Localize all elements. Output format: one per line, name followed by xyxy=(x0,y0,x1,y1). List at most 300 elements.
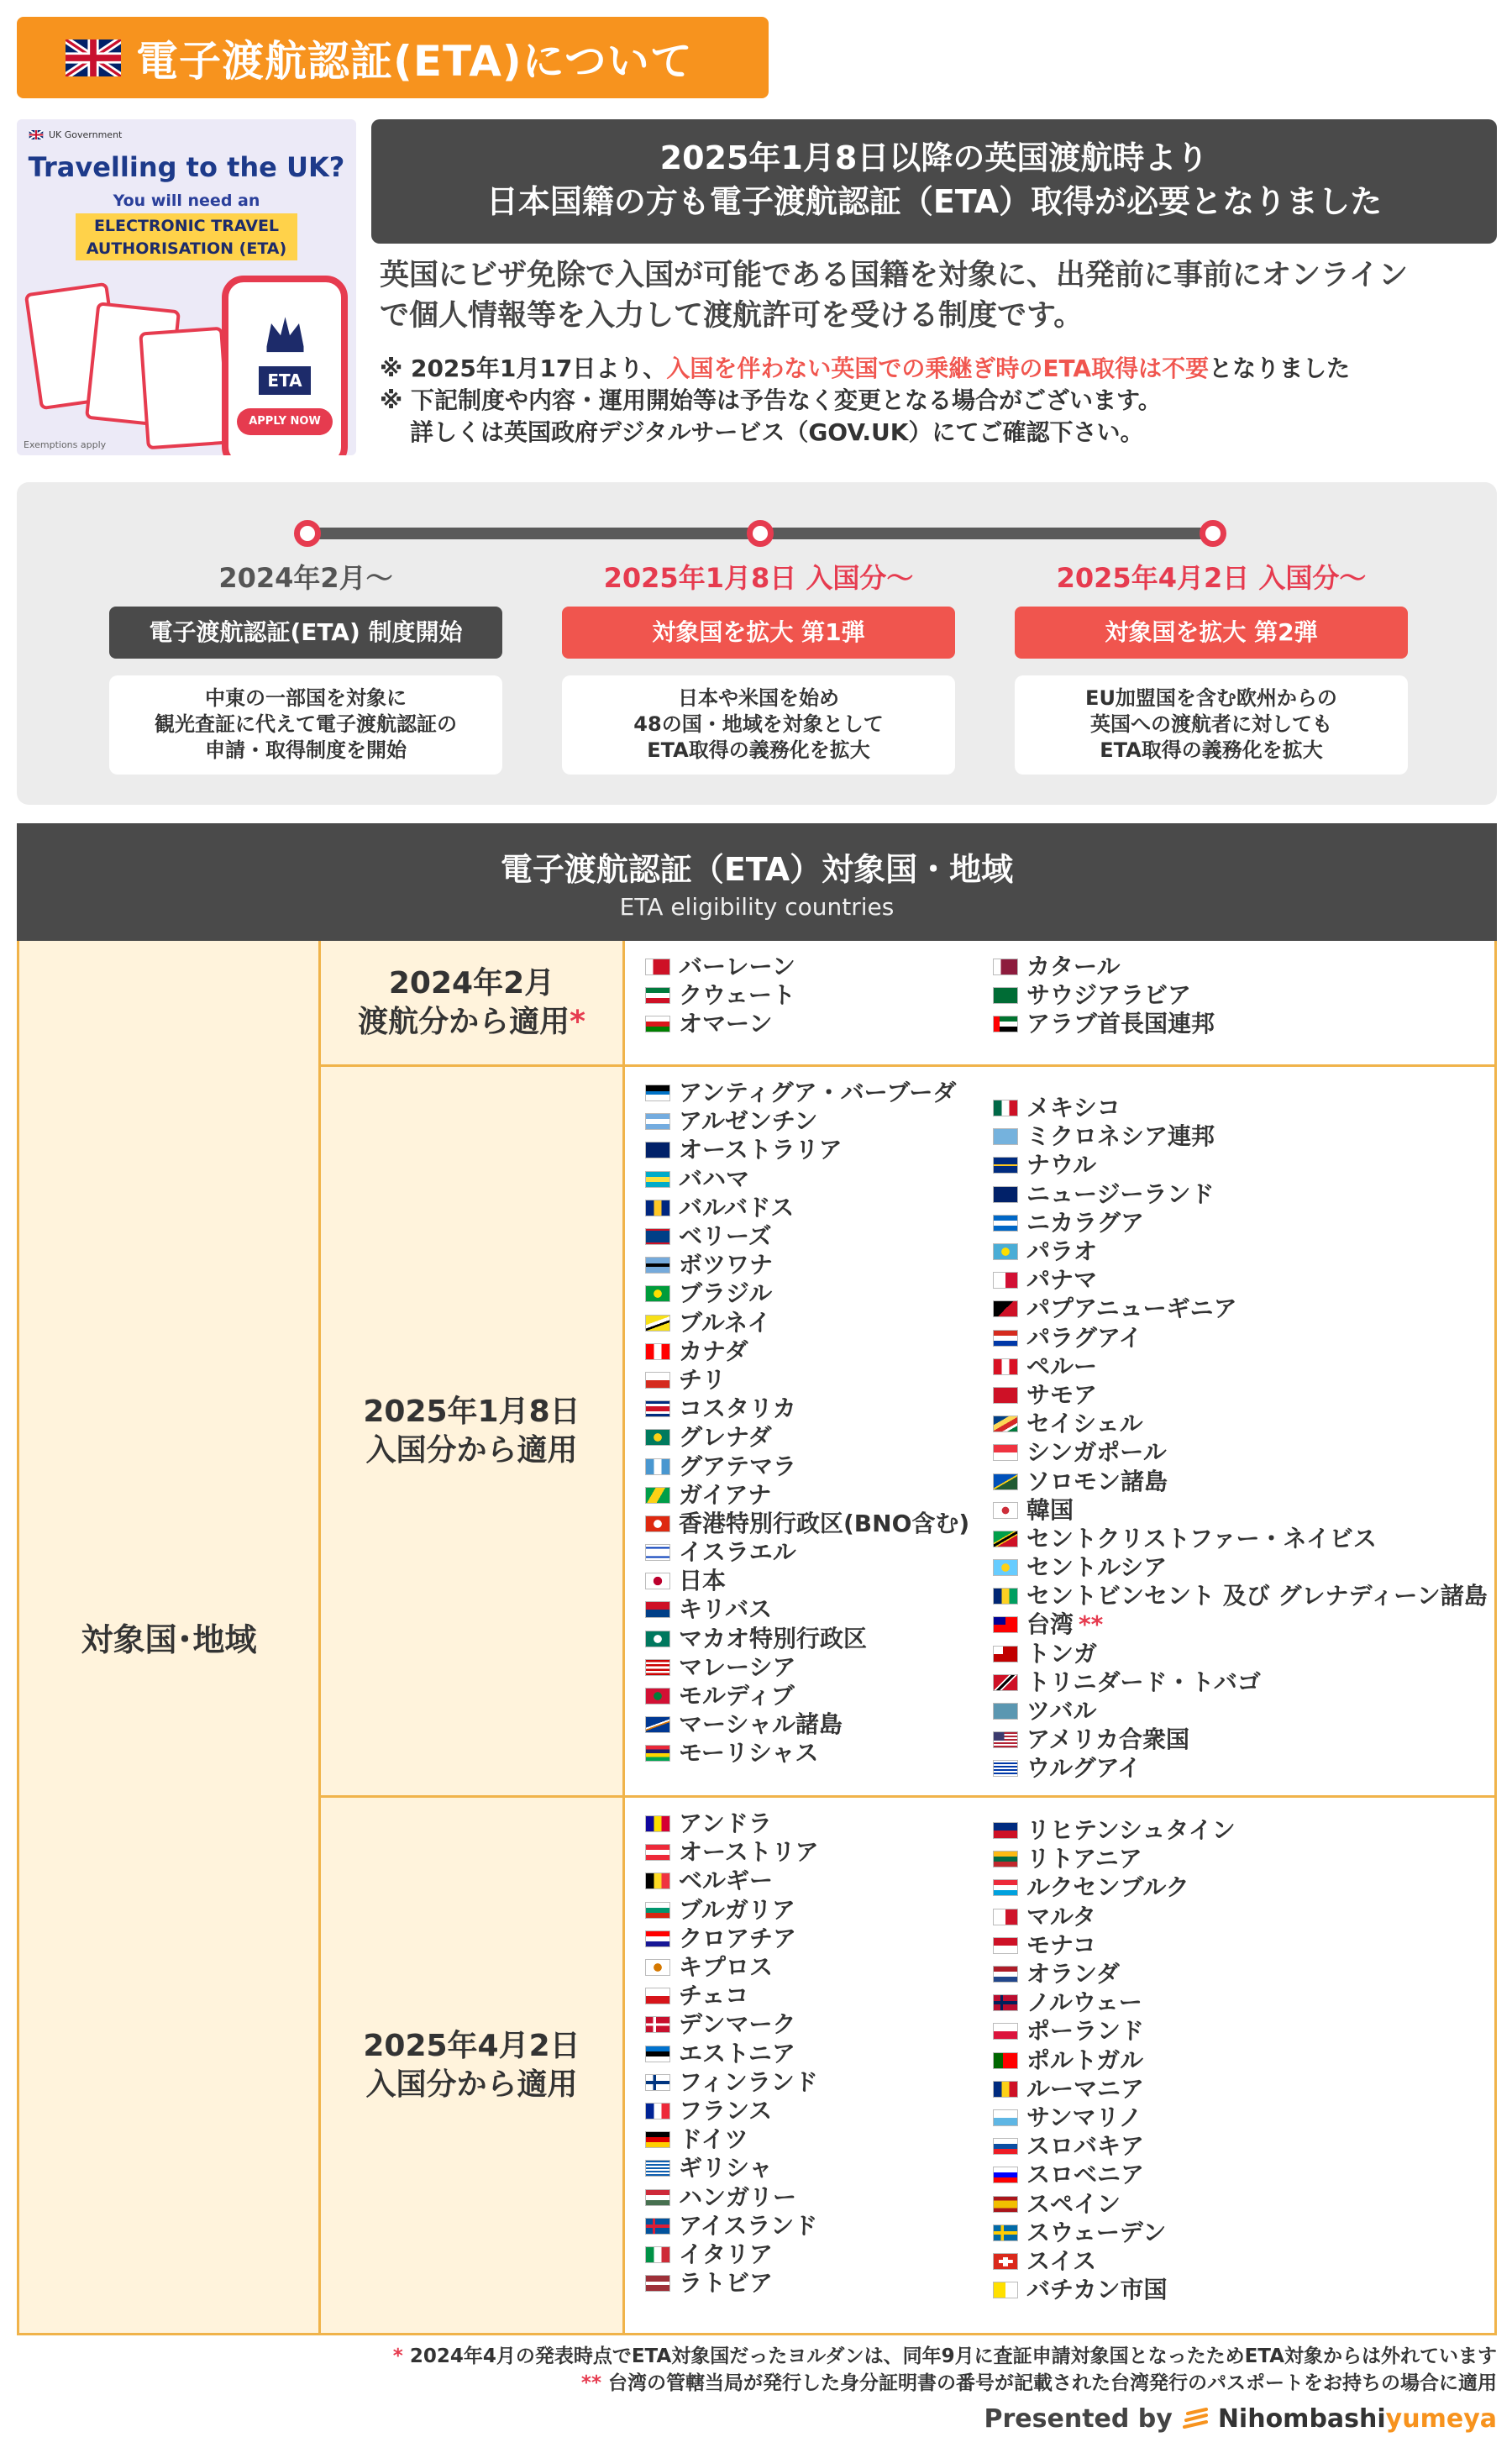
country-name: モナコ xyxy=(1026,1930,1096,1959)
country-item xyxy=(645,1739,969,1768)
country-item xyxy=(645,1165,969,1194)
country-item xyxy=(645,1953,819,1982)
country-name: スペイン xyxy=(1026,2189,1121,2218)
uk-flag-icon xyxy=(29,130,44,139)
country-name: フランス xyxy=(679,2096,773,2125)
country-name: ギリシャ xyxy=(679,2154,773,2182)
country-item xyxy=(645,1538,969,1567)
uy-flag-icon xyxy=(993,1760,1018,1777)
country-name: イスラエル xyxy=(679,1538,796,1567)
country-item xyxy=(993,1353,1488,1381)
country-item xyxy=(993,2276,1236,2304)
country-item xyxy=(645,1079,969,1107)
ae-flag-icon xyxy=(993,1016,1018,1032)
timeline-date: 2025年4月2日 入国分〜 xyxy=(1056,562,1367,594)
country-name: スウェーデン xyxy=(1026,2218,1167,2246)
cl-flag-icon xyxy=(645,1372,670,1389)
fi-flag-icon xyxy=(645,2074,670,2091)
country-item xyxy=(993,2075,1236,2104)
crown-icon xyxy=(262,307,308,358)
country-name: バーレーン xyxy=(679,953,795,981)
bz-flag-icon xyxy=(645,1228,670,1245)
country-name: カタール xyxy=(1026,953,1121,981)
country-name: アメリカ合衆国 xyxy=(1026,1726,1190,1754)
country-item xyxy=(645,1423,969,1452)
ad-flag-icon xyxy=(645,1815,670,1832)
timeline-date: 2025年1月8日 入国分〜 xyxy=(603,562,914,594)
country-name: メキシコ xyxy=(1026,1094,1121,1122)
gy-flag-icon xyxy=(645,1487,670,1504)
country-name: オーストラリア xyxy=(679,1136,843,1164)
gr-flag-icon xyxy=(645,2160,670,2177)
hk-flag-icon xyxy=(645,1515,670,1532)
jp-flag-icon xyxy=(645,1573,670,1589)
country-name: ミクロネシア連邦 xyxy=(1026,1122,1215,1151)
country-item xyxy=(645,2097,819,2125)
us-flag-icon xyxy=(993,1731,1018,1748)
ch-flag-icon xyxy=(993,2253,1018,2270)
timeline-description: 中東の一部国を対象に 観光査証に代えて電子渡航認証の 申請・取得制度を開始 xyxy=(109,675,502,775)
timeline-label: 電子渡航認証(ETA) 制度開始 xyxy=(109,607,502,659)
country-name: パプアニューギニア xyxy=(1026,1295,1237,1323)
country-name: 日本 xyxy=(679,1567,727,1595)
nl-flag-icon xyxy=(993,1966,1018,1983)
country-item xyxy=(993,953,1215,981)
country-name: バチカン市国 xyxy=(1026,2276,1168,2304)
country-item xyxy=(993,1582,1488,1610)
country-name: パナマ xyxy=(1026,1266,1098,1295)
page-title: 電子渡航認証(ETA)について xyxy=(136,36,693,86)
country-name: セントルシア xyxy=(1026,1553,1168,1582)
country-item xyxy=(645,1653,969,1682)
uk-government-label: UK Government xyxy=(29,129,122,140)
be-flag-icon xyxy=(645,1873,670,1889)
sa-flag-icon xyxy=(993,987,1018,1004)
country-item xyxy=(993,1209,1488,1237)
ni-flag-icon xyxy=(993,1215,1018,1232)
country-item xyxy=(993,1151,1488,1179)
country-item xyxy=(993,1931,1236,1960)
tt-flag-icon xyxy=(993,1674,1018,1691)
es-flag-icon xyxy=(993,2196,1018,2213)
country-name: コスタリカ xyxy=(679,1395,796,1423)
li-flag-icon xyxy=(993,1822,1018,1839)
country-item xyxy=(993,1438,1488,1467)
country-name: ボツワナ xyxy=(679,1251,774,1279)
timeline-dot xyxy=(294,520,321,547)
country-item xyxy=(993,1697,1488,1726)
country-item xyxy=(993,1525,1488,1553)
country-item xyxy=(645,1222,969,1251)
country-list xyxy=(645,1810,819,2298)
country-item xyxy=(993,1816,1236,1845)
country-name: ベルギー xyxy=(679,1867,774,1895)
country-item xyxy=(645,1194,969,1222)
country-name: グレナダ xyxy=(679,1423,772,1452)
country-item xyxy=(645,1810,819,1838)
ki-flag-icon xyxy=(645,1601,670,1618)
country-item xyxy=(993,1324,1488,1353)
country-item xyxy=(645,2154,819,2182)
country-name: サウジアラビア xyxy=(1026,981,1192,1010)
mt-flag-icon xyxy=(993,1909,1018,1925)
country-item xyxy=(645,953,795,981)
ro-flag-icon xyxy=(993,2081,1018,2098)
de-flag-icon xyxy=(645,2131,670,2148)
country-item xyxy=(645,1337,969,1366)
country-name: セントビンセント 及び グレナディーン諸島 xyxy=(1026,1582,1488,1610)
country-name: マルタ xyxy=(1026,1902,1096,1930)
country-list xyxy=(645,1079,969,1768)
pw-flag-icon xyxy=(993,1243,1018,1260)
country-name: チェコ xyxy=(679,1982,749,2010)
country-name: ニュージーランド xyxy=(1026,1179,1215,1208)
pt-flag-icon xyxy=(993,2052,1018,2069)
country-item xyxy=(993,1237,1488,1266)
eta-badge: ETA xyxy=(259,366,311,395)
country-item xyxy=(645,1251,969,1279)
country-item xyxy=(993,1873,1236,1902)
sb-flag-icon xyxy=(993,1473,1018,1490)
country-item xyxy=(993,1640,1488,1668)
country-item xyxy=(993,2247,1236,2276)
country-item xyxy=(993,981,1215,1010)
country-item xyxy=(993,1180,1488,1209)
bn-flag-icon xyxy=(645,1315,670,1332)
page-title-tab xyxy=(17,17,769,98)
se-flag-icon xyxy=(993,2225,1018,2241)
br-flag-icon xyxy=(645,1285,670,1302)
country-item xyxy=(645,1925,819,1953)
country-name: イタリア xyxy=(679,2240,774,2268)
au-flag-icon xyxy=(645,1142,670,1158)
country-item xyxy=(993,2132,1236,2161)
country-name: サモア xyxy=(1026,1380,1098,1409)
om-flag-icon xyxy=(645,1016,670,1032)
country-item xyxy=(993,1668,1488,1697)
country-name: アンドラ xyxy=(679,1810,772,1838)
country-name: キリバス xyxy=(679,1595,773,1624)
country-item xyxy=(993,2219,1236,2247)
country-item xyxy=(645,1567,969,1595)
table-subtitle: ETA eligibility countries xyxy=(619,893,895,921)
country-item xyxy=(993,1845,1236,1873)
country-name: ニカラグア xyxy=(1026,1208,1145,1237)
kw-flag-icon xyxy=(645,987,670,1004)
pa-flag-icon xyxy=(993,1272,1018,1289)
sm-flag-icon xyxy=(993,2109,1018,2126)
cy-flag-icon xyxy=(645,1959,670,1976)
country-name: チリ xyxy=(679,1365,727,1394)
country-name: グアテマラ xyxy=(679,1452,797,1480)
mv-flag-icon xyxy=(645,1688,670,1704)
country-list xyxy=(993,1094,1488,1783)
mx-flag-icon xyxy=(993,1100,1018,1116)
presented-by: Presented by Nihombashi yumeya xyxy=(984,2404,1497,2434)
it-flag-icon xyxy=(645,2246,670,2263)
timeline-step-1 xyxy=(109,559,502,775)
country-item xyxy=(993,1960,1236,1988)
country-item xyxy=(645,1366,969,1395)
country-item xyxy=(993,2189,1236,2218)
row-date-cell: 2024年2月 渡航分から適用* xyxy=(321,941,625,1064)
fm-flag-icon xyxy=(993,1128,1018,1145)
country-name: リヒテンシュタイン xyxy=(1026,1816,1236,1845)
country-list xyxy=(993,1816,1236,2304)
timeline-step-2 xyxy=(562,559,955,775)
announcement-banner: 2025年1月8日以降の英国渡航時より 日本国籍の方も電子渡航認証（ETA）取得が必要となりました xyxy=(371,119,1497,244)
country-item xyxy=(993,1496,1488,1525)
timeline-description: 日本や米国を始め 48の国・地域を対象として ETA取得の義務化を拡大 xyxy=(562,675,955,775)
bg-flag-icon xyxy=(645,1902,670,1919)
lt-flag-icon xyxy=(993,1851,1018,1867)
country-item xyxy=(993,1553,1488,1582)
country-item xyxy=(645,2240,819,2269)
country-item xyxy=(645,2010,819,2039)
bw-flag-icon xyxy=(645,1257,670,1274)
pl-flag-icon xyxy=(993,2023,1018,2040)
row-date-cell: 2025年1月8日 入国分から適用 xyxy=(321,1067,625,1795)
country-name: トンガ xyxy=(1026,1639,1098,1668)
country-name: ポーランド xyxy=(1026,2017,1145,2046)
country-item xyxy=(993,1726,1488,1754)
country-name: カナダ xyxy=(679,1337,748,1365)
table-left-label: 対象国･地域 xyxy=(17,941,321,2335)
country-name: ブルガリア xyxy=(679,1895,795,1924)
country-name: アイスランド xyxy=(679,2211,818,2240)
country-item xyxy=(993,1410,1488,1438)
country-item xyxy=(645,1896,819,1925)
country-item xyxy=(645,1136,969,1164)
country-item xyxy=(993,1610,1488,1639)
nr-flag-icon xyxy=(993,1157,1018,1174)
dk-flag-icon xyxy=(645,2016,670,2033)
country-item xyxy=(993,2161,1236,2189)
country-name: オランダ xyxy=(1026,1960,1120,1988)
mu-flag-icon xyxy=(645,1745,670,1762)
country-item xyxy=(645,1395,969,1423)
country-item xyxy=(645,2068,819,2097)
country-name: ブルネイ xyxy=(679,1308,771,1337)
eta-timeline xyxy=(17,482,1497,805)
timeline-date: 2024年2月〜 xyxy=(218,562,393,594)
country-name: オーストリア xyxy=(679,1838,819,1867)
table-row xyxy=(321,941,1497,1067)
country-name: モルディブ xyxy=(679,1682,795,1710)
no-flag-icon xyxy=(993,1994,1018,2011)
country-name: バハマ xyxy=(679,1164,750,1193)
country-item xyxy=(993,2017,1236,2046)
country-name: バルバドス xyxy=(679,1193,795,1221)
country-item xyxy=(993,1754,1488,1783)
country-item xyxy=(993,1094,1488,1122)
country-name: ソロモン諸島 xyxy=(1026,1467,1168,1495)
pg-flag-icon xyxy=(993,1300,1018,1317)
country-name: オマーン xyxy=(679,1010,773,1038)
country-item xyxy=(993,1295,1488,1323)
country-item xyxy=(993,1988,1236,2017)
kn-flag-icon xyxy=(993,1531,1018,1547)
footnote-1: * 2024年4月の発表時点でETA対象国だったヨルダンは、同年9月に査証申請対象国となったためETA対象からは外れています xyxy=(392,2345,1497,2367)
footnote-mark: ** xyxy=(1079,1610,1104,1639)
country-name: シンガポール xyxy=(1026,1438,1167,1467)
country-name: フィンランド xyxy=(679,2067,818,2096)
bh-flag-icon xyxy=(645,959,670,975)
country-item xyxy=(645,2125,819,2154)
eta-description: 英国にビザ免除で入国が可能である国籍を対象に、出発前に事前にオンライン で個人情報等を入力して渡航許可を受ける制度です。 xyxy=(380,259,1408,333)
phone-icon xyxy=(222,276,348,455)
hu-flag-icon xyxy=(645,2189,670,2206)
timeline-dot xyxy=(1200,520,1226,547)
country-name: アンティグア・バーブーダ xyxy=(679,1079,957,1107)
country-name: サンマリノ xyxy=(1026,2103,1142,2131)
ee-flag-icon xyxy=(645,2046,670,2062)
country-name: ウルグアイ xyxy=(1026,1754,1142,1783)
country-item xyxy=(993,1467,1488,1495)
country-item xyxy=(645,1279,969,1308)
country-name: モーリシャス xyxy=(679,1739,819,1768)
is-flag-icon xyxy=(645,2218,670,2235)
eta-notes: ※ 2025年1月17日より、入国を伴わない英国での乗継ぎ時のETA取得は不要となりました ※ 下記制度や内容・運用開始等は予告なく変更となる場合がございます。 詳しくは英国政府デジタルサービス（GOV.UK）にてご確認下さい。 xyxy=(380,355,1351,446)
country-name: 韓国 xyxy=(1026,1495,1074,1524)
gd-flag-icon xyxy=(645,1429,670,1446)
cz-flag-icon xyxy=(645,1988,670,2004)
country-item xyxy=(645,1838,819,1867)
lv-flag-icon xyxy=(645,2275,670,2292)
country-name: セイシェル xyxy=(1026,1410,1143,1438)
country-name: キプロス xyxy=(679,1953,774,1982)
ag-flag-icon xyxy=(645,1085,670,1101)
country-name: ルーマニア xyxy=(1026,2074,1145,2103)
country-name: アラブ首長国連邦 xyxy=(1026,1010,1215,1038)
nz-flag-icon xyxy=(993,1186,1018,1203)
country-name: スイス xyxy=(1026,2246,1097,2275)
my-flag-icon xyxy=(645,1659,670,1676)
country-item xyxy=(645,1510,969,1538)
country-name: セントクリストファー・ネイビス xyxy=(1026,1524,1377,1552)
at-flag-icon xyxy=(645,1844,670,1861)
passport-card-icon xyxy=(139,327,231,450)
country-name: 香港特別行政区(BNO含む) xyxy=(679,1509,970,1537)
country-name: マカオ特別行政区 xyxy=(679,1624,868,1652)
gt-flag-icon xyxy=(645,1458,670,1475)
row-date-cell: 2025年4月2日 入国分から適用 xyxy=(321,1798,625,2333)
cr-flag-icon xyxy=(645,1400,670,1417)
country-item xyxy=(645,2182,819,2211)
country-item xyxy=(993,2104,1236,2132)
country-item xyxy=(645,1867,819,1895)
sc-flag-icon xyxy=(993,1416,1018,1432)
country-name: ポルトガル xyxy=(1026,2046,1144,2074)
country-name: クウェート xyxy=(679,981,795,1010)
country-item xyxy=(645,1625,969,1653)
bs-flag-icon xyxy=(645,1171,670,1188)
country-item xyxy=(645,1010,795,1038)
qa-flag-icon xyxy=(993,959,1018,975)
mo-flag-icon xyxy=(645,1631,670,1647)
table-title: 電子渡航認証（ETA）対象国・地域 xyxy=(500,851,1014,888)
ws-flag-icon xyxy=(993,1387,1018,1404)
timeline-label: 対象国を拡大 第1弾 xyxy=(562,607,955,659)
country-name: トリニダード・トバゴ xyxy=(1026,1668,1261,1696)
brand-logo-icon xyxy=(1181,2407,1210,2432)
tv-flag-icon xyxy=(993,1703,1018,1720)
country-name: ドイツ xyxy=(679,2125,748,2154)
country-item xyxy=(645,1481,969,1510)
va-flag-icon xyxy=(993,2282,1018,2298)
timeline-step-3 xyxy=(1015,559,1408,775)
vc-flag-icon xyxy=(993,1588,1018,1605)
country-name: ベリーズ xyxy=(679,1222,772,1251)
country-name: ペルー xyxy=(1026,1352,1098,1380)
country-item xyxy=(993,1903,1236,1931)
hr-flag-icon xyxy=(645,1930,670,1947)
country-item xyxy=(645,981,795,1010)
country-name: ハンガリー xyxy=(679,2182,797,2211)
to-flag-icon xyxy=(993,1646,1018,1662)
country-name: パラグアイ xyxy=(1026,1323,1142,1352)
country-name: ガイアナ xyxy=(679,1480,772,1509)
poster-title: Travelling to the UK? xyxy=(28,151,345,183)
country-item xyxy=(993,1266,1488,1295)
il-flag-icon xyxy=(645,1544,670,1561)
poster-eta-banner: ELECTRONIC TRAVEL AUTHORISATION (ETA) xyxy=(76,213,297,260)
country-name: 台湾 xyxy=(1026,1610,1074,1639)
ca-flag-icon xyxy=(645,1343,670,1360)
pe-flag-icon xyxy=(993,1358,1018,1375)
py-flag-icon xyxy=(993,1330,1018,1347)
si-flag-icon xyxy=(993,2167,1018,2183)
table-row xyxy=(321,1067,1497,1798)
country-item xyxy=(993,1010,1215,1038)
country-item xyxy=(645,1309,969,1337)
sk-flag-icon xyxy=(993,2138,1018,2155)
eta-poster-image xyxy=(17,119,356,455)
country-name: アルゼンチン xyxy=(679,1107,818,1136)
tw-flag-icon xyxy=(993,1616,1018,1633)
country-name: スロベニア xyxy=(1026,2161,1145,2189)
country-item xyxy=(645,2212,819,2240)
bb-flag-icon xyxy=(645,1200,670,1216)
country-name: ノルウェー xyxy=(1026,1988,1142,2017)
timeline-description: EU加盟国を含む欧州からの 英国への渡航者に対しても ETA取得の義務化を拡大 xyxy=(1015,675,1408,775)
country-name: ブラジル xyxy=(679,1279,773,1308)
country-item xyxy=(645,2269,819,2298)
kr-flag-icon xyxy=(993,1502,1018,1519)
country-name: リトアニア xyxy=(1026,1845,1142,1873)
uk-flag-icon xyxy=(66,39,121,76)
country-item xyxy=(645,1710,969,1739)
country-name: ツバル xyxy=(1026,1697,1097,1726)
country-name: クロアチア xyxy=(679,1924,797,1952)
country-item xyxy=(993,1122,1488,1151)
table-row xyxy=(321,1798,1497,2335)
fr-flag-icon xyxy=(645,2103,670,2119)
country-item xyxy=(645,1682,969,1710)
country-name: デンマーク xyxy=(679,2010,796,2039)
country-name: ナウル xyxy=(1026,1151,1097,1179)
table-header xyxy=(17,823,1497,941)
lu-flag-icon xyxy=(993,1879,1018,1896)
country-item xyxy=(645,1595,969,1624)
country-name: エストニア xyxy=(679,2039,795,2067)
country-list xyxy=(645,953,795,1039)
timeline-dot xyxy=(747,520,774,547)
country-name: スロバキア xyxy=(1026,2132,1145,2161)
country-item xyxy=(645,1452,969,1480)
lc-flag-icon xyxy=(993,1559,1018,1576)
country-item xyxy=(645,1982,819,2010)
